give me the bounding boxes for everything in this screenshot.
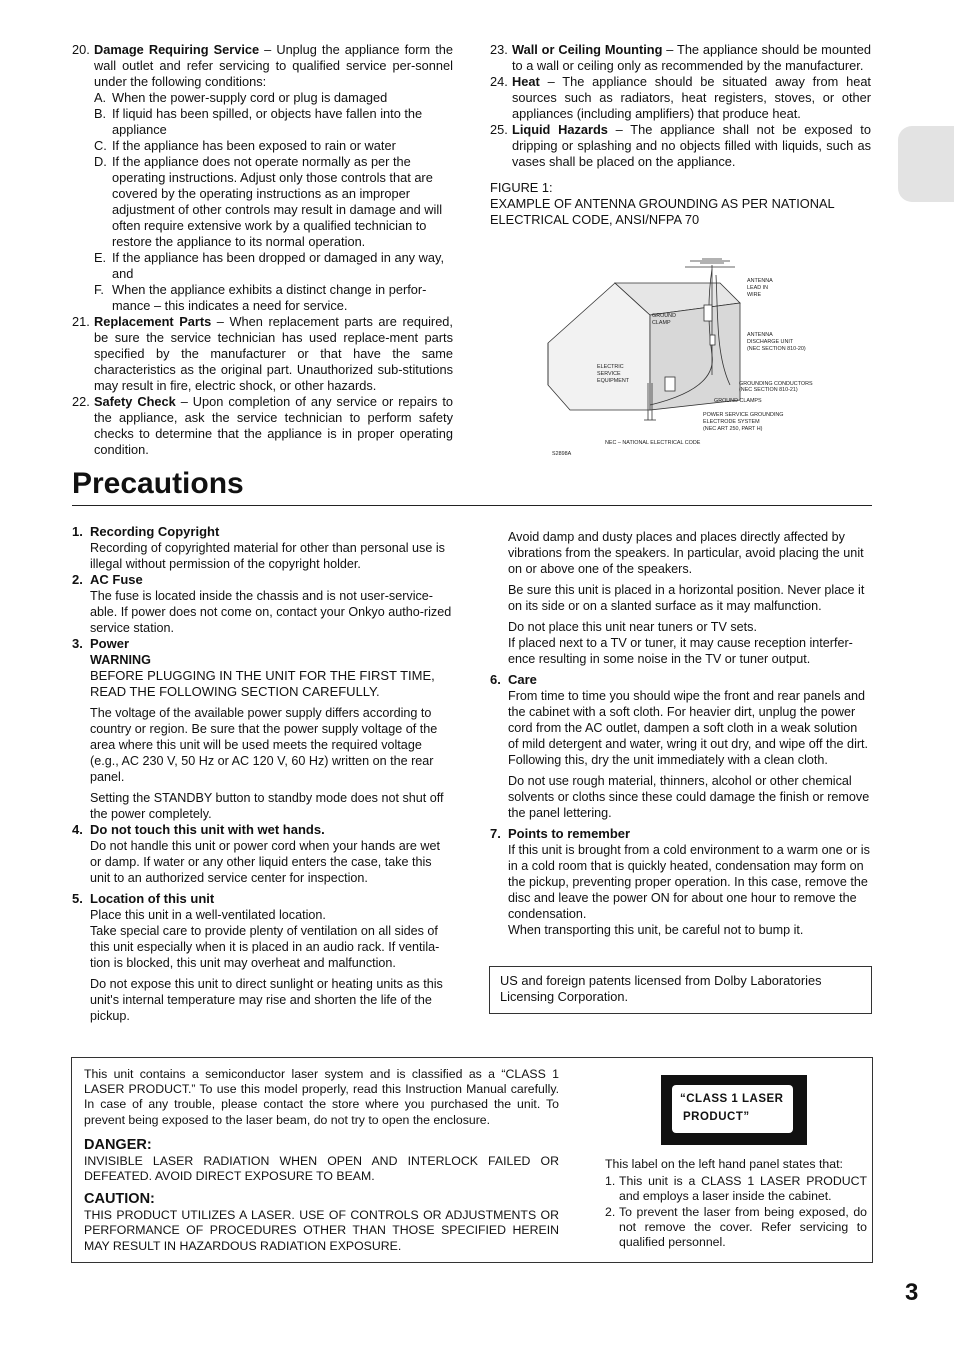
laser-left-panel <box>84 1067 559 1254</box>
label-list-text: This unit is a CLASS 1 LASER PRODUCT and employs a laser inside the cabinet. <box>619 1174 867 1204</box>
section-number: 4. <box>72 822 83 837</box>
points-paragraph: If this unit is brought from a cold environment to a warm one or is in a cold room that is quickly heated, condensation may form on the pickup, preventing proper operation. In this case, remove the disc and leave the power ON for about one hour to remove the condensation. <box>508 843 870 921</box>
item-text: – The appliance should be mounted to a wall or ceiling only as recommended by the manufacturer. <box>512 42 871 73</box>
figure-caption-line: FIGURE 1: <box>490 180 553 195</box>
sub-letter: D. <box>94 154 107 169</box>
caution-heading: CAUTION: <box>84 1191 155 1208</box>
label-nec: NEC – NATIONAL ELECTRICAL CODE <box>605 440 701 446</box>
label-list-number: 1. <box>605 1174 616 1189</box>
sub-text: If the appliance has been exposed to rain or water <box>112 138 396 153</box>
section-number: 1. <box>72 524 83 539</box>
section-title-text: Do not touch this unit with wet hands. <box>90 822 325 837</box>
label-line: PRODUCT” <box>683 1111 750 1123</box>
power-paragraph: Setting the STANDBY button to standby mode does not shut off the power completely. <box>90 791 444 821</box>
label-list-item <box>605 1174 867 1204</box>
label-discharge-unit: ANTENNA DISCHARGE UNIT (NEC SECTION 810-20) <box>747 332 806 352</box>
item-title: Damage Requiring Service <box>94 42 260 57</box>
section-number: 5. <box>72 891 83 906</box>
section-number: 7. <box>490 826 501 841</box>
house-drawing <box>548 259 740 420</box>
sub-item <box>94 106 453 138</box>
section-7-title <box>490 826 871 842</box>
section-2-body: The fuse is located inside the chassis and is not user-service-able. If power does not come on, contact your Onkyo autho-rized service station. <box>90 589 452 635</box>
item-24 <box>490 74 871 122</box>
section-title-text: Recording Copyright <box>90 524 220 539</box>
section-number: 3. <box>72 636 83 651</box>
location-paragraph: Be sure this unit is placed in a horizontal position. Never place it on its side or on a slanted surface as it may malfunction. <box>508 583 865 613</box>
item-number: 23. <box>490 42 508 57</box>
dolby-notice-text: US and foreign patents licensed from Dolby Laboratories Licensing Corporation. <box>500 973 822 1004</box>
care-paragraph: Do not use rough material, thinners, alcohol or other chemical solvents or cloths since these could damage the finish or remove the panel lettering. <box>508 774 870 820</box>
section-3-title <box>72 636 453 652</box>
laser-right-panel <box>605 1157 867 1250</box>
item-23 <box>490 42 871 74</box>
section-4-body: Do not handle this unit or power cord when your hands are wet or damp. If water or any other liquid enters the case, take this unit to an authorized service center for inspection. <box>90 839 441 885</box>
label-ground-clamps: GROUND CLAMPS <box>714 398 762 404</box>
top-left-column <box>72 42 453 458</box>
item-text: – Upon completion of any service or repairs to the appliance, ask the service technician to perform safety checks to determine that the appliance is in proper operating condition. <box>94 394 453 457</box>
item-number: 21. <box>72 314 90 329</box>
sub-text: If the appliance has been dropped or damaged in any way, and <box>112 250 445 281</box>
class1-label-inner <box>672 1085 793 1133</box>
sub-text: When the power-supply cord or plug is damaged <box>112 90 388 105</box>
label-code: S2898A <box>552 451 572 457</box>
section-title-text: Care <box>508 672 537 687</box>
care-paragraph: From time to time you should wipe the front and rear panels and the cabinet with a soft cloth. For heavier dirt, unplug the power cord from the AC outlet, dampen a soft cloth in a weak solution of mild detergent and water, wring it out dry, and wipe off the dirt. Following this, dry the unit immediately with a clean cloth. <box>508 689 869 767</box>
label-antenna-lead: ANTENNA LEAD IN WIRE <box>747 278 773 298</box>
precautions-right-column <box>490 529 871 938</box>
precautions-left-column <box>72 524 453 1024</box>
title-divider <box>72 505 872 506</box>
label-intro: This label on the left hand panel states that: <box>605 1157 843 1171</box>
label-list-number: 2. <box>605 1204 616 1219</box>
section-title-text: Points to remember <box>508 826 631 841</box>
sub-letter: A. <box>94 90 107 105</box>
section-number: 2. <box>72 572 83 587</box>
section-5-title <box>72 891 453 907</box>
section-title-text: AC Fuse <box>90 572 143 587</box>
location-paragraph: Do not expose this unit to direct sunlight or heating units as this unit's internal temperature may rise and shorten the life of the pickup. <box>90 977 443 1023</box>
sub-item <box>94 282 453 314</box>
points-paragraph: When transporting this unit, be careful not to bump it. <box>508 923 804 937</box>
item-title: Wall or Ceiling Mounting <box>512 42 663 57</box>
item-number: 20. <box>72 42 90 57</box>
label-power-service: POWER SERVICE GROUNDING ELECTRODE SYSTEM (NEC ART 250, PART H) <box>703 412 784 432</box>
item-title: Liquid Hazards <box>512 122 608 137</box>
item-21 <box>72 314 453 394</box>
label-list-text: To prevent the laser from being exposed, do not remove the cover. Refer servicing to qualified personnel. <box>619 1204 867 1250</box>
item-20 <box>72 42 453 90</box>
danger-text: INVISIBLE LASER RADIATION WHEN OPEN AND INTERLOCK FAILED OR DEFEATED. AVOID DIRECT EXPOSURE TO BEAM. <box>84 1153 559 1184</box>
power-paragraph: The voltage of the available power supply differs according to country or region. Be sure that the power supply voltage of the area where this unit will be used meets the required voltage (e.g., AC 230 V, 50 Hz or AC 120 V, 60 Hz) written on the rear panel. <box>90 706 438 784</box>
item-title: Replacement Parts <box>94 314 212 329</box>
danger-heading: DANGER: <box>84 1136 152 1153</box>
label-list-item <box>605 1205 867 1251</box>
section-title-text: Power <box>90 636 130 651</box>
sub-letter: E. <box>94 250 107 265</box>
section-4-title <box>72 822 453 838</box>
section-6-title <box>490 672 871 688</box>
sub-item <box>94 138 453 154</box>
page-title: Precautions <box>72 467 244 500</box>
sub-item <box>94 90 453 106</box>
item-text: – Unplug the appliance form the wall outlet and refer servicing to qualified service per-sonnel under the following conditions: <box>94 42 453 89</box>
sub-text: If the appliance does not operate normally as per the operating instructions. Adjust only those controls that are covered by the operating instructions as an improper adjustment of other controls may result in damage and will often require extensive work by a qualified technician to restore the appliance to its normal operation. <box>112 154 443 249</box>
section-tab <box>898 126 954 202</box>
item-text: – The appliance should be situated away from heat sources such as radiators, heat registers, stoves, or other appliances (including amplifiers) that produce heat. <box>512 74 871 121</box>
location-paragraph: Take special care to provide plenty of ventilation on all sides of this unit especially when it is placed in an audio rack. If ventila-tion is blocked, this unit may overheat and malfunction. <box>90 924 440 970</box>
dolby-notice-box <box>489 966 872 1014</box>
location-paragraph: Do not place this unit near tuners or TV sets. <box>508 620 757 634</box>
item-25 <box>490 122 871 170</box>
sub-letter: C. <box>94 138 107 153</box>
location-paragraph: If placed next to a TV or tuner, it may cause reception interfer-ence resulting in some noise in the TV or tuner output. <box>508 636 853 666</box>
sub-item <box>94 250 453 282</box>
section-1-body: Recording of copyrighted material for other than personal use is illegal without permission of the copyright holder. <box>90 541 445 571</box>
page-number: 3 <box>905 1279 919 1306</box>
location-paragraph: Place this unit in a well-ventilated location. <box>90 908 326 922</box>
label-ground-clamp: GROUND CLAMP <box>652 313 676 326</box>
top-right-column <box>490 42 871 228</box>
item-title: Safety Check <box>94 394 176 409</box>
section-2-title <box>72 572 453 588</box>
sub-item <box>94 154 453 250</box>
sub-letter: F. <box>94 282 104 297</box>
laser-intro: This unit contains a semiconductor laser system and is classified as a “CLASS 1 LASER PRODUCT.” To use this model properly, read this Instruction Manual carefully. In case of any trouble, please contact the store where you purchased the unit. To prevent being exposed to the laser beam, do not try to open the enclosure. <box>84 1067 559 1127</box>
sub-letter: B. <box>94 106 107 121</box>
section-title-text: Location of this unit <box>90 891 215 906</box>
section-number: 6. <box>490 672 501 687</box>
item-number: 25. <box>490 122 508 137</box>
warning-heading: WARNING <box>90 653 151 667</box>
label-line: “CLASS 1 LASER <box>680 1093 784 1105</box>
antenna-grounding-diagram <box>540 255 840 465</box>
figure-caption <box>490 180 871 228</box>
figure-caption-line: ELECTRICAL CODE, ANSI/NFPA 70 <box>490 212 700 227</box>
item-title: Heat <box>512 74 540 89</box>
item-text: – When replacement parts are required, be sure the service technician has used replace-ment parts specified by the manufacturer or that have the same characteristics as the original part. Unauthorized sub-stitutions may result in fire, electric shock, or other hazards. <box>94 314 453 393</box>
item-number: 24. <box>490 74 508 89</box>
sub-text: When the appliance exhibits a distinct change in perfor-mance – this indicates a need for service. <box>112 282 427 313</box>
figure-caption-line: EXAMPLE OF ANTENNA GROUNDING AS PER NATIONAL <box>490 196 835 211</box>
label-grounding-conductors: GROUNDING CONDUCTORS (NEC SECTION 810-21) <box>739 381 813 393</box>
sub-text: If liquid has been spilled, or objects have fallen into the appliance <box>112 106 423 137</box>
location-paragraph: Avoid damp and dusty places and places directly affected by vibrations from the speakers. In particular, avoid placing the unit on or above one of the speakers. <box>508 530 864 576</box>
label-electric-service: ELECTRIC SERVICE EQUIPMENT <box>597 364 630 384</box>
caution-text: THIS PRODUCT UTILIZES A LASER. USE OF CONTROLS OR ADJUSTMENTS OR PERFORMANCE OF PROCEDURES OTHER THAN THOSE SPECIFIED HEREIN MAY RESULT IN HAZARDOUS RADIATION EXPOSURE. <box>84 1208 559 1253</box>
warning-text: BEFORE PLUGGING IN THE UNIT FOR THE FIRST TIME, READ THE FOLLOWING SECTION CAREFULLY. <box>90 668 435 699</box>
item-text: – The appliance shall not be exposed to dripping or splashing and no objects filled with liquids, such as vases shall be placed on the appliance. <box>512 122 871 169</box>
item-22 <box>72 394 453 458</box>
item-number: 22. <box>72 394 90 409</box>
section-1-title <box>72 524 453 540</box>
